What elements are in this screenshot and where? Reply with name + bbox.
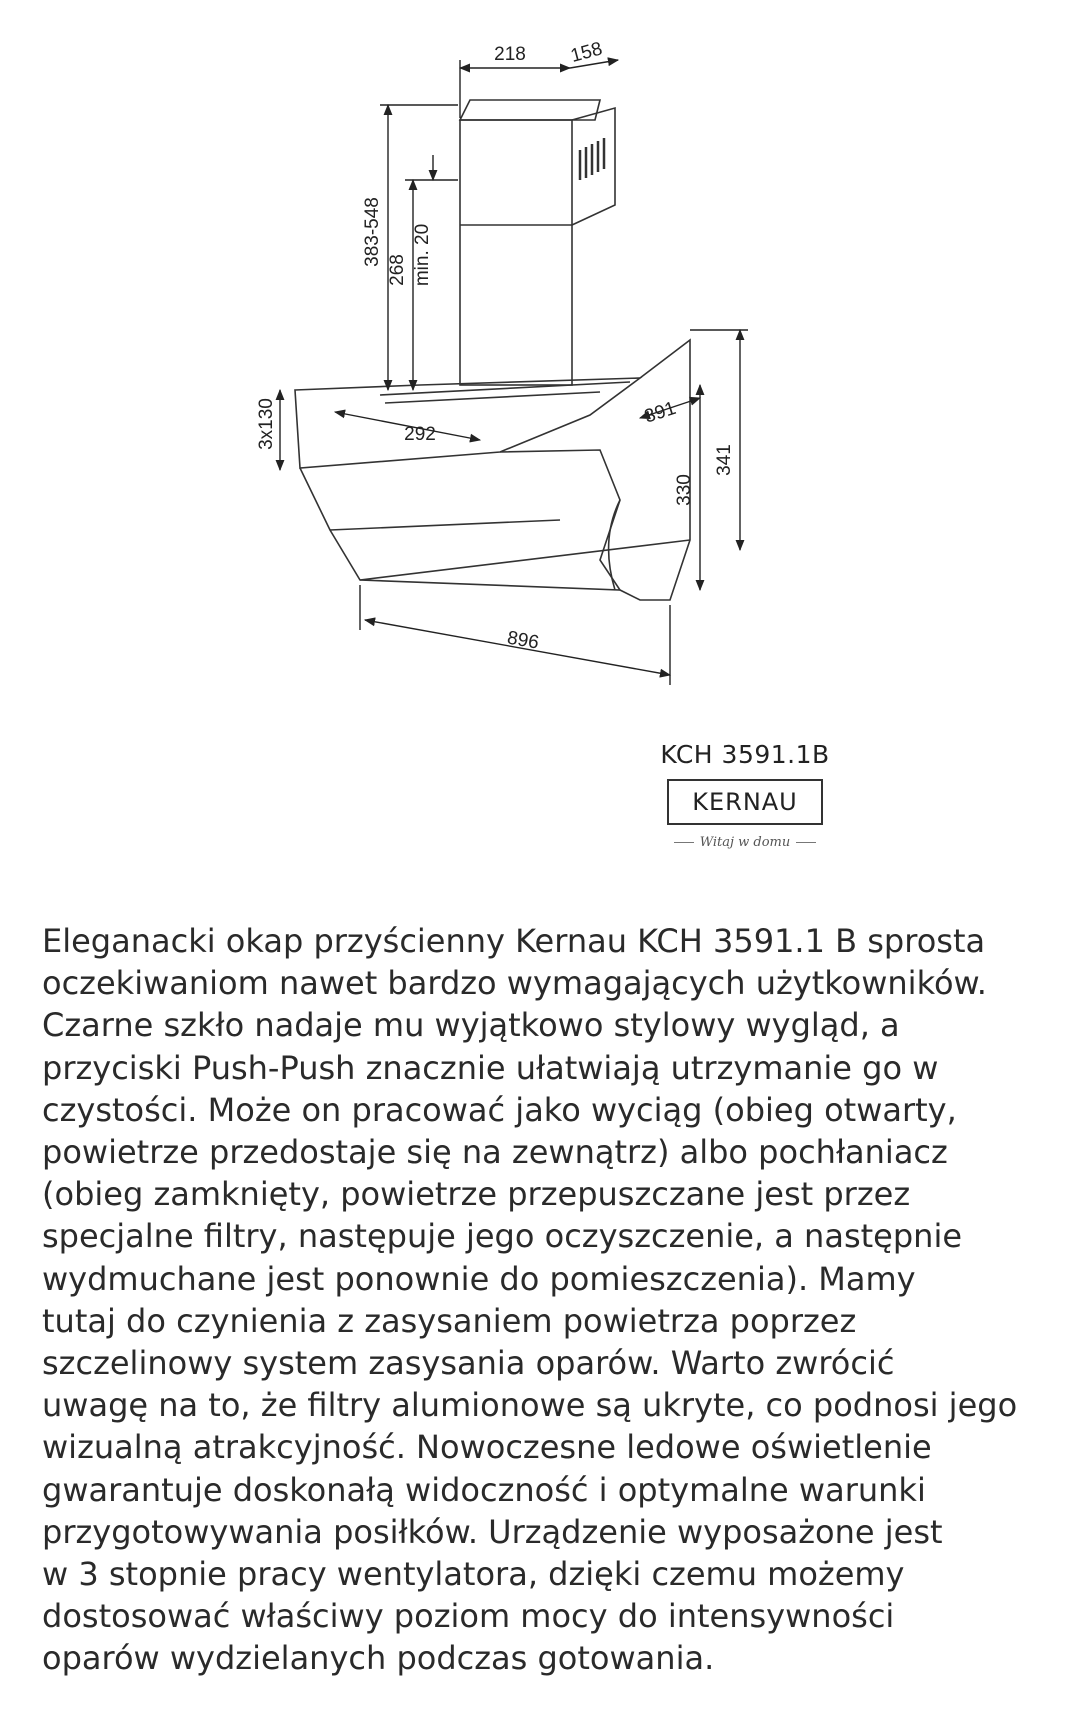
hood-outline [295, 100, 690, 600]
dimension-lines [280, 60, 748, 685]
description-line: w 3 stopnie pracy wentylatora, dzięki czemu możemy [42, 1555, 905, 1594]
description-line: uwagę na to, że filtry alumionowe są ukryte, co podnosi jego [42, 1386, 1018, 1425]
description-line: czystości. Może on pracować jako wyciąg (obieg otwarty, [42, 1090, 957, 1129]
dim-height-range: 383-548 [362, 197, 383, 267]
dim-total-width: 896 [505, 627, 541, 654]
product-description [42, 920, 1052, 1680]
dim-total-height: 341 [714, 444, 735, 476]
description-line: dostosować właściwy poziom mocy do intensywności [42, 1597, 895, 1636]
description-line: wizualną atrakcyjność. Nowoczesne ledowe oświetlenie [42, 1428, 932, 1467]
dim-inner-width: 292 [404, 424, 436, 445]
dim-vent-spacing: 3x130 [256, 398, 277, 450]
description-line: oczekiwaniom nawet bardzo wymagających użytkowników. [42, 964, 987, 1003]
description-line: specjalne filtry, następuje jego oczyszczenie, a następnie [42, 1217, 963, 1256]
description-line: wydmuchane jest ponownie do pomieszczenia). Mamy [42, 1259, 916, 1298]
dim-depth: 391 [641, 397, 679, 428]
dim-glass-height: 330 [674, 474, 695, 506]
description-line: szczelinowy system zasysania oparów. Warto zwrócić [42, 1344, 895, 1383]
description-line: tutaj do czynienia z zasysaniem powietrza poprzez [42, 1301, 857, 1340]
description-line: oparów wydzielanych podczas gotowania. [42, 1639, 715, 1678]
description-line: powietrze przedostaje się na zewnątrz) albo pochłaniacz [42, 1133, 948, 1172]
description-line: przyciski Push-Push znacznie ułatwiają utrzymanie go w [42, 1048, 939, 1087]
model-number: KCH 3591.1B [660, 740, 830, 769]
description-line: Czarne szkło nadaje mu wyjątkowo stylowy wygląd, a [42, 1006, 900, 1045]
brand-tagline: Witaj w domu [660, 835, 830, 850]
description-line: gwarantuje doskonałą widoczność i optymalne warunki [42, 1470, 926, 1509]
brand-logo: KERNAU [667, 779, 823, 825]
dim-chimney-height: 268 [387, 254, 408, 286]
brand-block [660, 740, 830, 850]
description-line: przygotowywania posiłków. Urządzenie wyposażone jest [42, 1512, 943, 1551]
vent-slots [580, 138, 604, 180]
dim-width-top: 218 [494, 44, 526, 65]
dim-depth-top: 158 [568, 38, 605, 67]
dim-min-gap: min. 20 [412, 223, 433, 287]
description-line: Eleganacki okap przyścienny Kernau KCH 3591.1 B sprosta [42, 922, 986, 960]
description-line: (obieg zamknięty, powietrze przepuszczane jest przez [42, 1175, 911, 1214]
